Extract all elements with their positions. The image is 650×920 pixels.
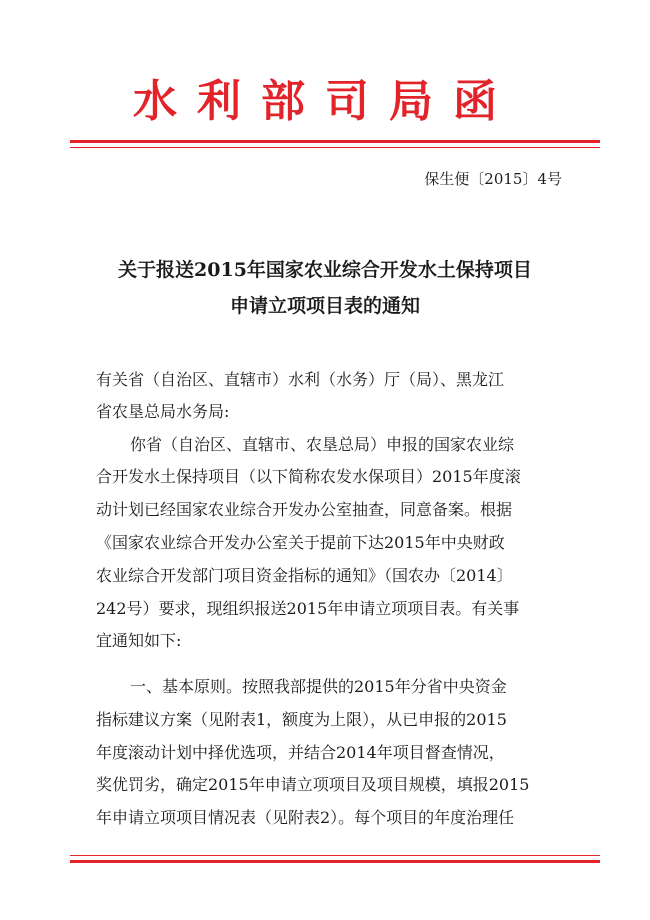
document-title-line-1: 关于报送2015年国家农业综合开发水土保持项目 [118, 259, 532, 281]
bottom-red-rule-thin [70, 855, 600, 856]
body-line: 宜通知如下: [96, 631, 182, 650]
document-number: 保生便〔2015〕4号 [424, 170, 562, 188]
body-line: 年申请立项项目情况表（见附表2）。每个项目的年度治理任 [96, 808, 515, 827]
body-line: 242号）要求，现组织报送2015年申请立项项目表。有关事 [96, 599, 520, 618]
body-line: 农业综合开发部门项目资金指标的通知》（国农办〔2014〕 [96, 566, 513, 585]
body-line: 合开发水土保持项目（以下简称农发水保项目）2015年度滚 [96, 467, 521, 486]
top-red-rule-thick [70, 140, 600, 143]
body-line: 奖优罚劣，确定2015年申请立项项目及项目规模，填报2015 [96, 775, 530, 794]
body-line: 有关省（自治区、直辖市）水利（水务）厅（局）、黑龙江 [96, 370, 505, 389]
body-line: 动计划已经国家农业综合开发办公室抽查，同意备案。根据 [96, 500, 513, 519]
body-line: 《国家农业综合开发办公室关于提前下达2015年中央财政 [96, 533, 505, 552]
body-line: 省农垦总局水务局: [96, 402, 230, 421]
body-line: 一、基本原则。按照我部提供的2015年分省中央资金 [130, 677, 507, 696]
document-title-line-2: 申请立项项目表的通知 [229, 295, 420, 317]
body-line: 年度滚动计划中择优选项，并结合2014年项目督查情况， [96, 743, 505, 762]
body-line: 你省（自治区、直辖市、农垦总局）申报的国家农业综 [130, 435, 515, 454]
bottom-red-rule-thick [70, 860, 600, 863]
body-line: 指标建议方案（见附表1，额度为上限），从已申报的2015 [96, 710, 507, 729]
top-red-rule-thin [70, 147, 600, 148]
masthead-title: 水利部司局函 [133, 76, 517, 127]
